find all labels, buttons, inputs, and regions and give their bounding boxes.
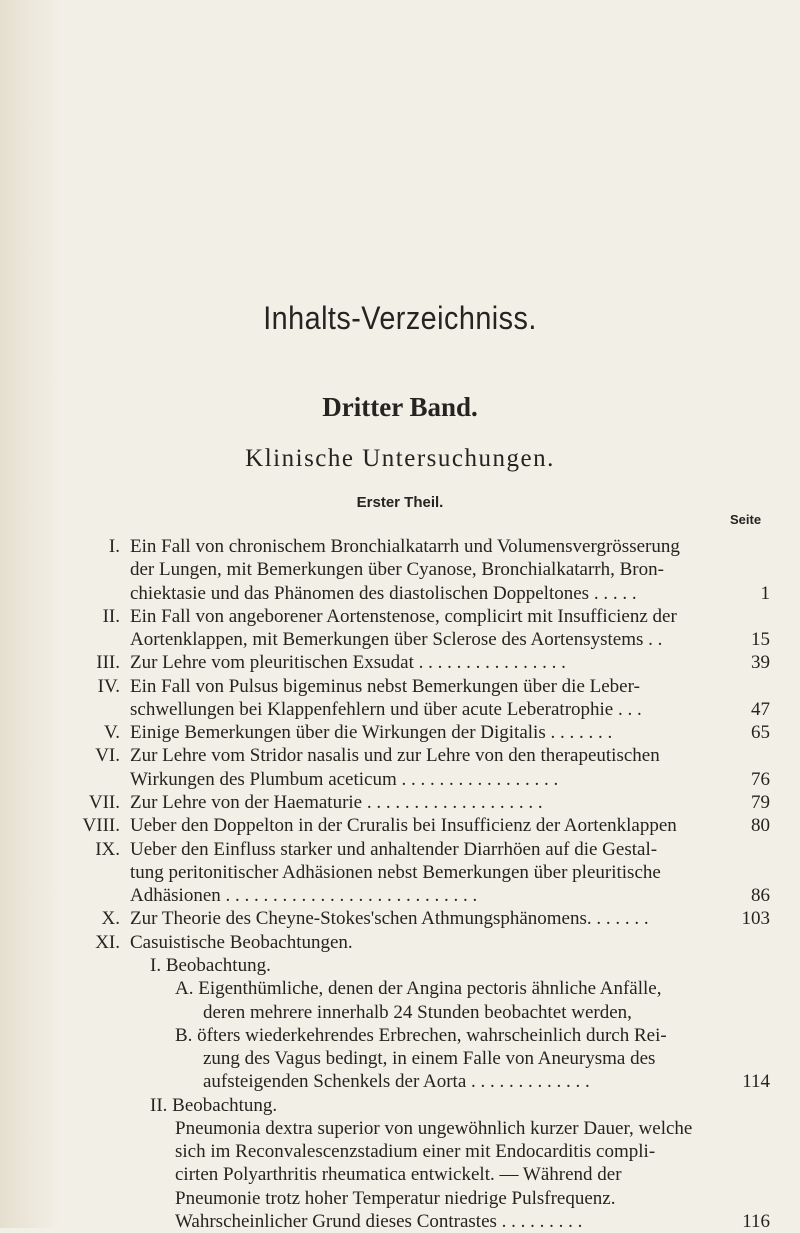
toc-text: cirten Polyarthritis rheumatica entwickelt. — Während der <box>175 1164 622 1185</box>
toc-page: 1 <box>760 583 770 604</box>
toc-text: aufsteigenden Schenkels der Aorta . . . . . . . . . . . . . <box>203 1071 590 1092</box>
toc-number: V. <box>103 722 120 743</box>
part-title: Erster Theil. <box>356 494 444 511</box>
toc-number: XI. <box>95 932 120 953</box>
toc-page: 15 <box>751 629 770 650</box>
toc-text: tung peritonitischer Adhäsionen nebst Bemerkungen über pleuritische <box>130 862 661 883</box>
toc-text: Zur Lehre vom pleuritischen Exsudat . . . . . . . . . . . . . . . . <box>130 652 566 673</box>
toc-text: chiektasie und das Phänomen des diastolischen Doppeltones . . . . . <box>130 583 637 604</box>
toc-number: X. <box>101 908 120 929</box>
toc-number: II. <box>102 606 120 627</box>
toc-text: I. Beobachtung. <box>150 955 271 976</box>
toc-page: 39 <box>751 652 770 673</box>
toc-text: B. öfters wiederkehrendes Erbrechen, wahrscheinlich durch Rei- <box>175 1025 667 1046</box>
toc-text: Zur Theorie des Cheyne-Stokes'schen Athmungsphänomens. . . . . . . <box>130 908 649 929</box>
toc-text: Ein Fall von angeborener Aortenstenose, complicirt mit Insufficienz der <box>130 606 677 627</box>
toc-number: VI. <box>95 745 120 766</box>
toc-text: deren mehrere innerhalb 24 Stunden beobachtet werden, <box>203 1002 632 1023</box>
toc-number: IV. <box>97 676 120 697</box>
toc-text: Pneumonie trotz hoher Temperatur niedrige Pulsfrequenz. <box>175 1188 616 1209</box>
toc-text: zung des Vagus bedingt, in einem Falle von Aneurysma des <box>203 1048 656 1069</box>
toc-page: 114 <box>742 1071 770 1092</box>
toc-text: Ein Fall von chronischem Bronchialkatarrh und Volumensvergrösserung <box>130 536 680 557</box>
toc-text: Zur Lehre vom Stridor nasalis und zur Lehre von den therapeutischen <box>130 745 660 766</box>
toc-number: III. <box>96 652 120 673</box>
toc-page: 80 <box>751 815 770 836</box>
toc-page: 65 <box>751 722 770 743</box>
toc-text: Casuistische Beobachtungen. <box>130 932 353 953</box>
toc-number: I. <box>108 536 120 557</box>
toc-text: Wirkungen des Plumbum aceticum . . . . . . . . . . . . . . . . . <box>130 769 559 790</box>
toc-page: 86 <box>751 885 770 906</box>
toc-text: Ueber den Einfluss starker und anhaltender Diarrhöen auf die Gestal- <box>130 839 658 860</box>
toc-page: 76 <box>751 769 770 790</box>
toc-text: Einige Bemerkungen über die Wirkungen der Digitalis . . . . . . . <box>130 722 613 743</box>
toc-text: Pneumonia dextra superior von ungewöhnlich kurzer Dauer, welche <box>175 1118 693 1139</box>
toc-number: VII. <box>88 792 120 813</box>
toc-text: A. Eigenthümliche, denen der Angina pectoris ähnliche Anfälle, <box>175 978 662 999</box>
toc-number: VIII. <box>82 815 120 836</box>
toc-text: schwellungen bei Klappenfehlern und über acute Leberatrophie . . . <box>130 699 642 720</box>
toc-text: Aortenklappen, mit Bemerkungen über Sclerose des Aortensystems . . <box>130 629 663 650</box>
toc-text: Wahrscheinlicher Grund dieses Contrastes . . . . . . . . . <box>175 1211 583 1232</box>
toc-text: sich im Reconvalescenzstadium einer mit Endocarditis compli- <box>175 1141 656 1162</box>
toc-text: Adhäsionen . . . . . . . . . . . . . . . . . . . . . . . . . . . <box>130 885 478 906</box>
section-title: Klinische Untersuchungen. <box>245 445 555 472</box>
toc-page: 103 <box>741 908 770 929</box>
page-title: Inhalts-Verzeichniss. <box>263 300 537 336</box>
toc-number: IX. <box>95 839 120 860</box>
toc-page: 116 <box>742 1211 770 1232</box>
toc-text: Ueber den Doppelton in der Cruralis bei Insufficienz der Aortenklappen <box>130 815 677 836</box>
toc-text: Zur Lehre von der Haematurie . . . . . . . . . . . . . . . . . . . <box>130 792 543 813</box>
page-edge-stain <box>0 0 60 1228</box>
toc-page: 79 <box>751 792 770 813</box>
toc-text: Ein Fall von Pulsus bigeminus nebst Bemerkungen über die Leber- <box>130 676 640 697</box>
toc-page: 47 <box>751 699 770 720</box>
toc-text: der Lungen, mit Bemerkungen über Cyanose, Bronchialkatarrh, Bron- <box>130 559 664 580</box>
toc-text: II. Beobachtung. <box>150 1095 278 1116</box>
page-column-label: Seite <box>730 512 762 527</box>
volume-title: Dritter Band. <box>322 392 478 422</box>
